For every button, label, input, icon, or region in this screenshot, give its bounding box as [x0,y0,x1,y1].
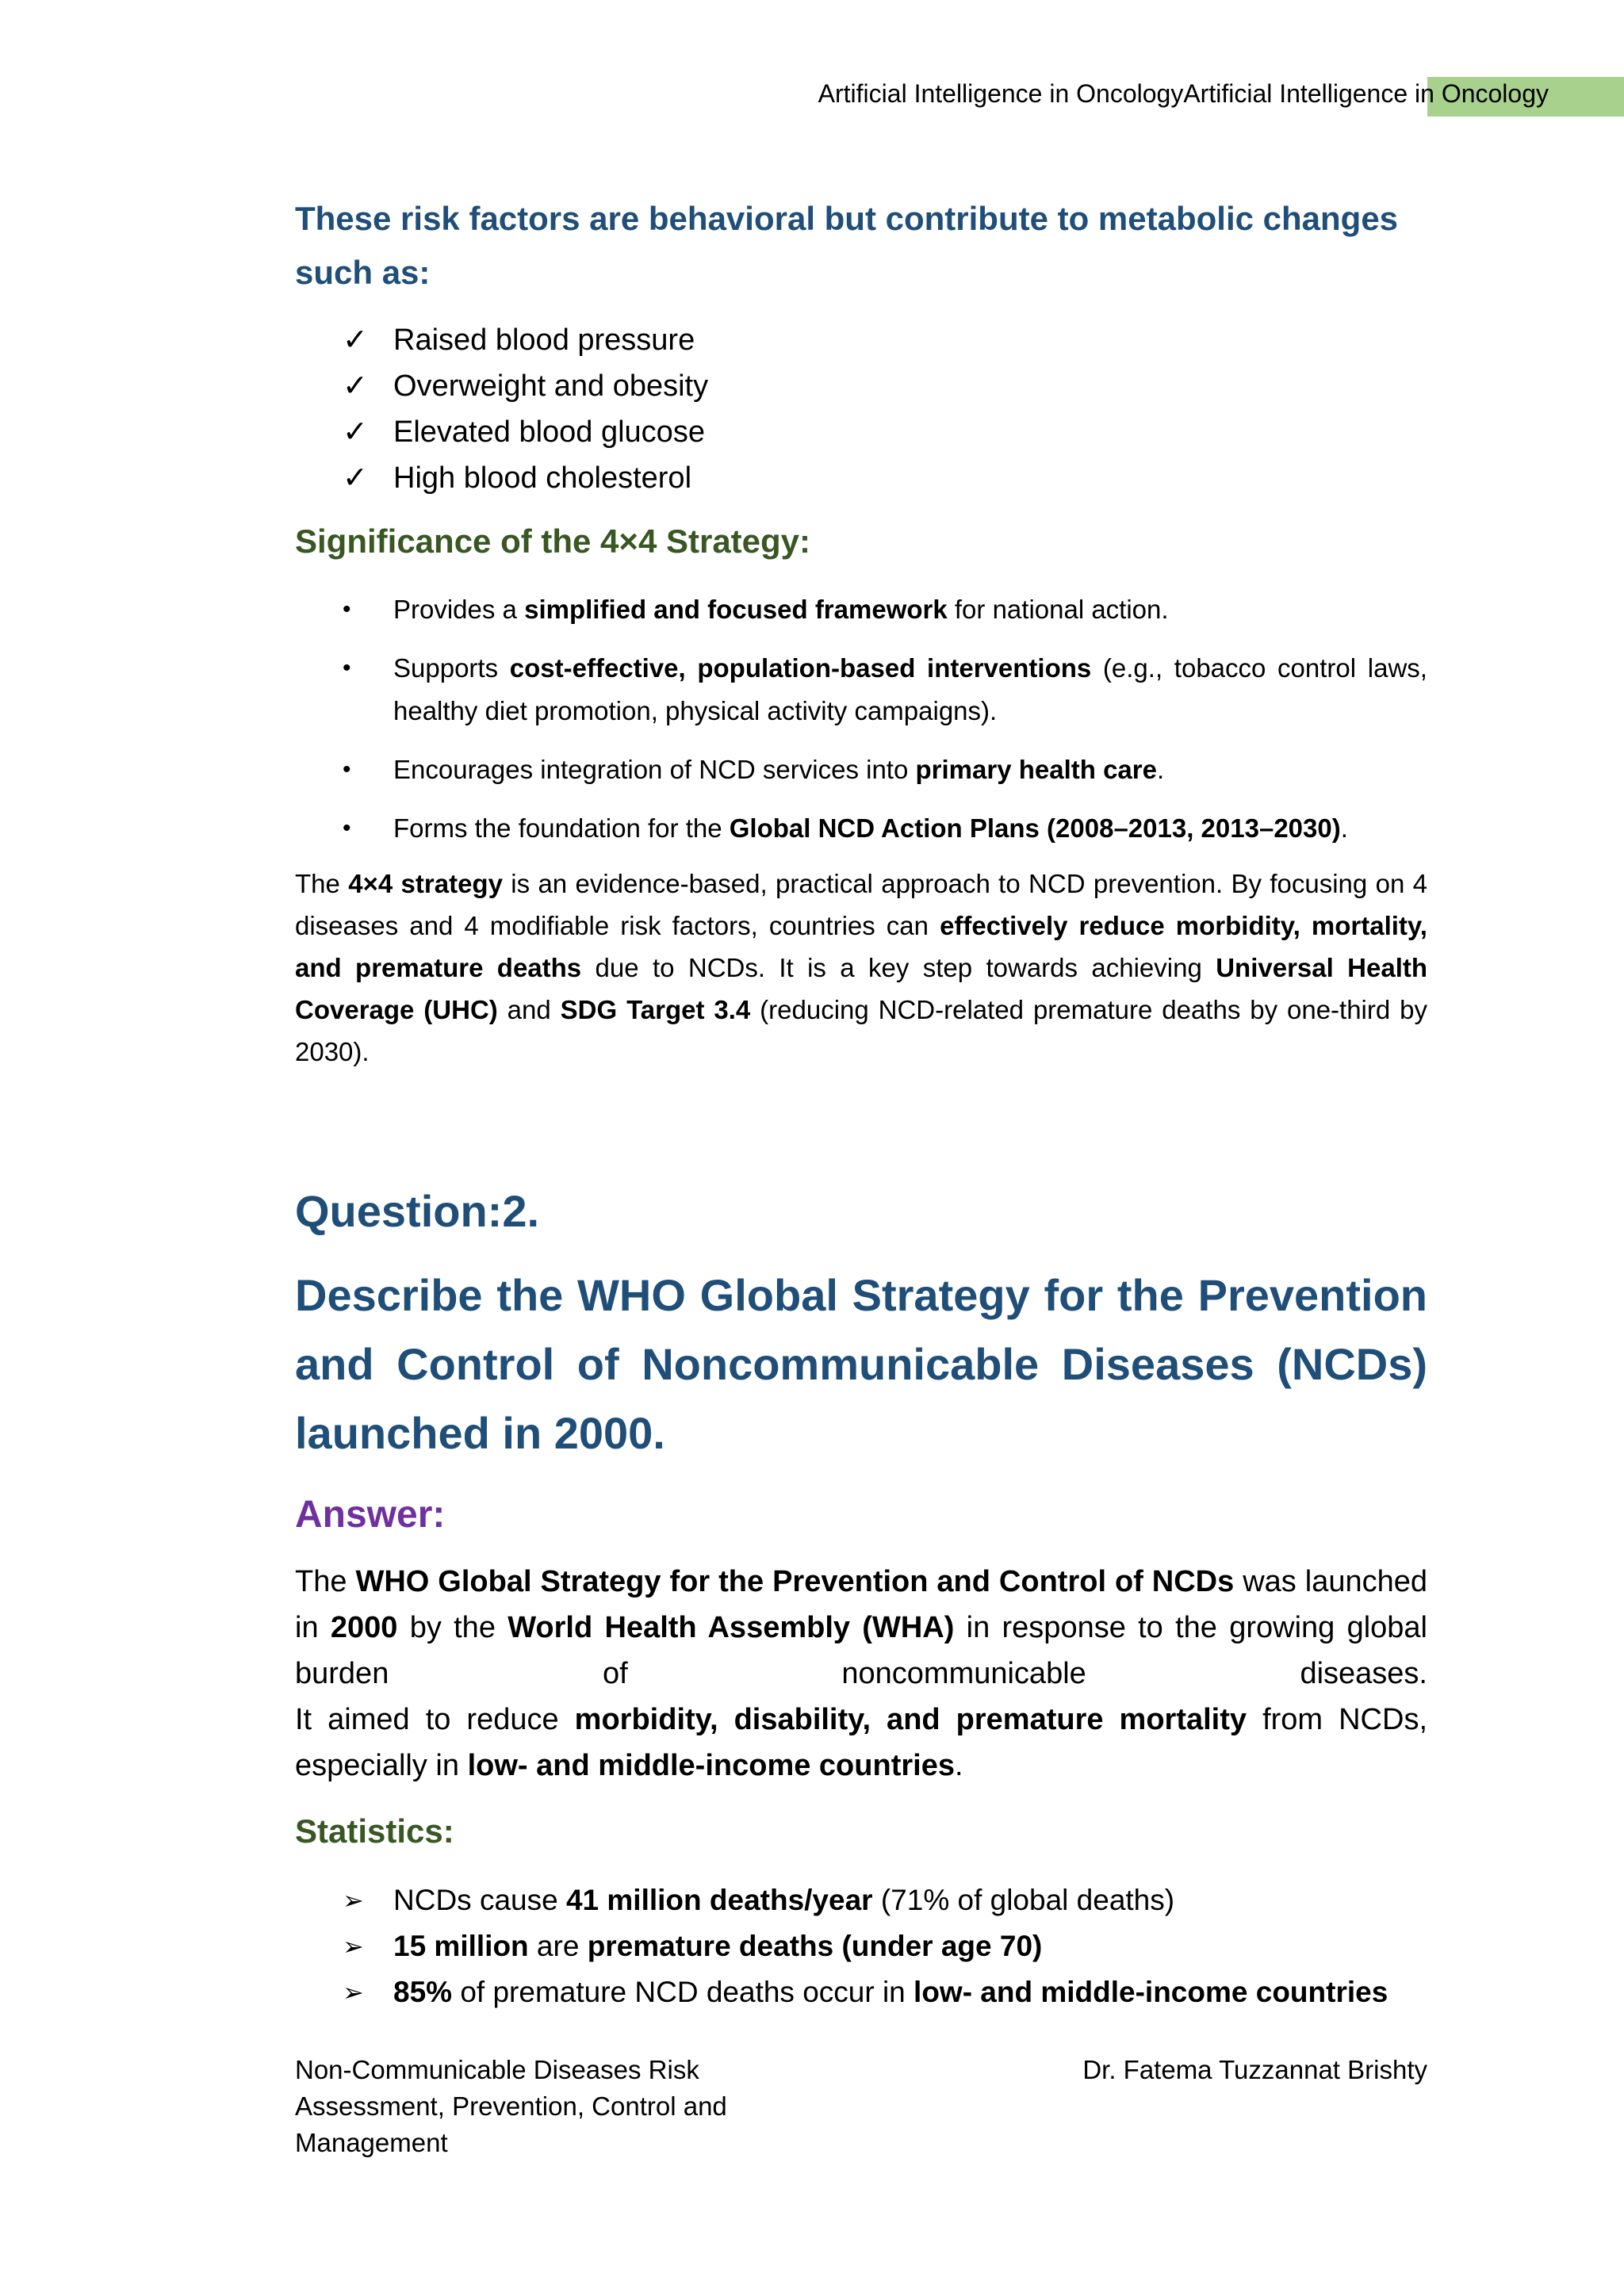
significance-list [343,588,1427,866]
statistics-list [343,1877,1427,2015]
list-item: ✓ High blood cholesterol [343,455,1427,501]
answer-label: Answer: [295,1494,446,1536]
list-item: ✓ Overweight and obesity [343,363,1427,409]
question-title: Describe the WHO Global Strategy for the Prevention and Control of Noncommunicable Diseases (NCDs) launched in 2000. [295,1270,1427,1458]
bullet-icon: • [343,756,351,783]
question-number: Question:2. [295,1186,540,1236]
arrow-icon: ➢ [343,1932,364,1961]
check-icon: ✓ [343,415,368,449]
list-item: • Encourages integration of NCD services into primary health care. [343,748,1427,791]
list-item: ➢ 85% of premature NCD deaths occur in low- and middle-income countries [343,1969,1427,2015]
running-header: Artificial Intelligence in OncologyArtificial Intelligence in Oncology [818,79,1549,108]
statistics-heading: Statistics: [295,1812,454,1850]
list-item: ✓ Raised blood pressure [343,317,1427,363]
list-item: • Provides a simplified and focused framework for national action. [343,588,1427,631]
summary-paragraph: The 4×4 strategy is an evidence-based, practical approach to NCD prevention. By focusing on 4 diseases and 4 modifiable risk factors, countries can effectively reduce morbidity, mortality, and premature deaths due to NCDs. It is a key step towards achieving Universal Health Coverage (UHC) and SDG Target 3.4 (reducing NCD-related premature deaths by one-third by 2030). [295,869,1428,1066]
arrow-icon: ➢ [343,1886,364,1915]
answer-paragraph: The WHO Global Strategy for the Prevention and Control of NCDs was launched in 2000 by the World Health Assembly (WHA) in response to the growing global burden of noncommunicable diseases. It aimed to reduce morbidity, disability, and premature mortality from NCDs, especially in low- and middle-income countries. [295,1565,1428,1782]
list-item: • Supports cost-effective, population-based interventions (e.g., tobacco control laws, healthy diet promotion, physical activity campaigns). [343,647,1427,733]
footer-author: Dr. Fatema Tuzzannat Brishty [1082,2055,1427,2084]
arrow-icon: ➢ [343,1978,364,2007]
list-item: ✓ Elevated blood glucose [343,409,1427,455]
check-icon: ✓ [343,323,368,357]
bullet-icon: • [343,815,351,841]
check-icon: ✓ [343,461,368,495]
bullet-icon: • [343,655,351,681]
check-icon: ✓ [343,369,368,403]
metabolic-changes-list [343,317,1427,501]
risk-factors-heading: These risk factors are behavioral but contribute to metabolic changes such as: [295,200,1399,291]
bullet-icon: • [343,596,351,622]
list-item: • Forms the foundation for the Global NCD Action Plans (2008–2013, 2013–2030). [343,807,1427,850]
list-item: ➢ 15 million are premature deaths (under age 70) [343,1923,1427,1969]
significance-heading: Significance of the 4×4 Strategy: [295,522,811,560]
footer-book-title: Non-Communicable Diseases Risk Assessment, Prevention, Control and Management [295,2055,727,2157]
list-item: ➢ NCDs cause 41 million deaths/year (71% of global deaths) [343,1877,1427,1923]
